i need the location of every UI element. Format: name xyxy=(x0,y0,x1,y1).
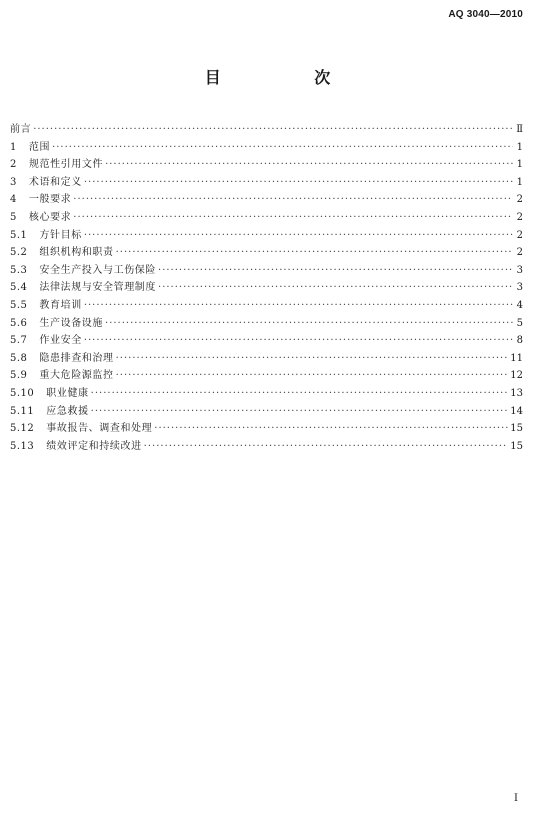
toc-dot-leader xyxy=(91,403,509,421)
toc-entry-page: 3 xyxy=(516,264,523,276)
toc-entry-page: 13 xyxy=(510,387,523,399)
toc-entry-number: 5.11 xyxy=(10,405,35,417)
toc-entry-page: 15 xyxy=(510,440,523,452)
toc-dot-leader xyxy=(105,156,513,174)
page-number: Ⅰ xyxy=(514,793,518,804)
toc-entry-label: 绩效评定和持续改进 xyxy=(46,440,142,452)
toc-entry-terms-definitions[interactable] xyxy=(10,174,523,192)
toc-entry-label: 应急救援 xyxy=(46,405,89,417)
toc-entry-number: 5.9 xyxy=(10,370,28,382)
toc-entry-page: 3 xyxy=(516,282,523,294)
toc-entry-page: 11 xyxy=(510,352,523,364)
toc-entry-label: 重大危险源监控 xyxy=(39,370,114,382)
toc-entry-label: 生产设备设施 xyxy=(39,317,104,329)
toc-entry-number: 5.5 xyxy=(10,299,28,311)
toc-entry-page: 8 xyxy=(516,335,523,347)
toc-dot-leader xyxy=(116,367,509,385)
toc-entry-page: 15 xyxy=(510,423,523,435)
toc-entry-number: 5.6 xyxy=(10,317,28,329)
toc-entry-5-13[interactable] xyxy=(10,438,523,456)
toc-entry-5-4[interactable] xyxy=(10,279,523,297)
toc-entry-5-6[interactable] xyxy=(10,315,523,333)
toc-entry-page: 4 xyxy=(516,299,523,311)
toc-dot-leader xyxy=(91,385,509,403)
toc-entry-5-2[interactable] xyxy=(10,244,523,262)
toc-entry-page: 14 xyxy=(510,405,523,417)
toc-entry-normative-references[interactable] xyxy=(10,156,523,174)
toc-entry-number: 5.8 xyxy=(10,352,28,364)
toc-entry-label: 教育培训 xyxy=(39,299,82,311)
toc-dot-leader xyxy=(144,438,509,456)
toc-entry-page: 1 xyxy=(516,176,523,188)
toc-entry-number: 1 xyxy=(10,141,17,153)
toc-entry-label: 核心要求 xyxy=(28,211,72,223)
toc-entry-5-12[interactable] xyxy=(10,420,523,438)
toc-entry-5-9[interactable] xyxy=(10,367,523,385)
toc-dot-leader xyxy=(84,332,513,350)
toc-entry-page: 2 xyxy=(516,194,523,206)
toc-entry-label: 事故报告、调查和处理 xyxy=(46,423,153,435)
toc-entry-5-3[interactable] xyxy=(10,262,523,280)
toc-entry-page: 2 xyxy=(516,229,523,241)
toc-entry-label: 法律法规与安全管理制度 xyxy=(39,282,157,294)
toc-dot-leader xyxy=(84,174,513,192)
toc-entry-number: 4 xyxy=(10,194,17,206)
toc-entry-page: 5 xyxy=(516,317,523,329)
toc-entry-label: 组织机构和职责 xyxy=(39,247,114,259)
toc-dot-leader xyxy=(105,315,513,333)
toc-dot-leader xyxy=(33,121,513,139)
toc-entry-page: 1 xyxy=(516,159,523,171)
toc-entry-label: 范围 xyxy=(28,141,51,153)
toc-entry-number: 3 xyxy=(10,176,17,188)
toc-dot-leader xyxy=(73,191,513,209)
toc-dot-leader xyxy=(116,350,509,368)
toc-entry-number: 5.4 xyxy=(10,282,28,294)
toc-entry-label: 安全生产投入与工伤保险 xyxy=(39,264,157,276)
toc-entry-page: Ⅱ xyxy=(516,124,523,135)
toc-entry-5-11[interactable] xyxy=(10,403,523,421)
toc-entry-number: 5 xyxy=(10,211,17,223)
toc-entry-label: 职业健康 xyxy=(46,387,89,399)
toc-entry-page: 1 xyxy=(516,141,523,153)
toc-entry-number: 5.3 xyxy=(10,264,28,276)
toc-list xyxy=(10,121,523,455)
toc-entry-number: 5.12 xyxy=(10,423,35,435)
toc-dot-leader xyxy=(52,139,513,157)
toc-entry-scope[interactable] xyxy=(10,139,523,157)
standard-code: AQ 3040—2010 xyxy=(448,9,523,20)
toc-dot-leader xyxy=(154,420,508,438)
toc-entry-label: 术语和定义 xyxy=(28,176,82,188)
toc-entry-foreword[interactable] xyxy=(10,121,523,139)
toc-dot-leader xyxy=(73,209,513,227)
toc-entry-label: 方针目标 xyxy=(39,229,82,241)
toc-entry-page: 12 xyxy=(510,370,523,382)
toc-entry-number: 5.1 xyxy=(10,229,28,241)
toc-entry-core-requirements[interactable] xyxy=(10,209,523,227)
toc-entry-label: 作业安全 xyxy=(39,335,82,347)
toc-title: 目 次 xyxy=(204,68,375,87)
toc-entry-page: 2 xyxy=(516,211,523,223)
toc-entry-label: 前言 xyxy=(10,124,32,135)
toc-entry-general-requirements[interactable] xyxy=(10,191,523,209)
toc-dot-leader xyxy=(158,279,513,297)
toc-entry-label: 隐患排查和治理 xyxy=(39,352,114,364)
toc-dot-leader xyxy=(116,244,513,262)
toc-dot-leader xyxy=(84,297,513,315)
toc-entry-label: 规范性引用文件 xyxy=(28,159,104,171)
toc-entry-page: 2 xyxy=(516,247,523,259)
toc-dot-leader xyxy=(158,262,513,280)
toc-entry-5-8[interactable] xyxy=(10,350,523,368)
toc-entry-number: 5.2 xyxy=(10,247,28,259)
toc-entry-number: 5.13 xyxy=(10,440,35,452)
toc-entry-5-10[interactable] xyxy=(10,385,523,403)
toc-entry-number: 5.10 xyxy=(10,387,35,399)
toc-entry-5-7[interactable] xyxy=(10,332,523,350)
toc-entry-number: 2 xyxy=(10,159,17,171)
toc-entry-number: 5.7 xyxy=(10,335,28,347)
toc-entry-5-1[interactable] xyxy=(10,227,523,245)
toc-entry-5-5[interactable] xyxy=(10,297,523,315)
toc-dot-leader xyxy=(84,227,513,245)
toc-entry-label: 一般要求 xyxy=(28,194,72,206)
